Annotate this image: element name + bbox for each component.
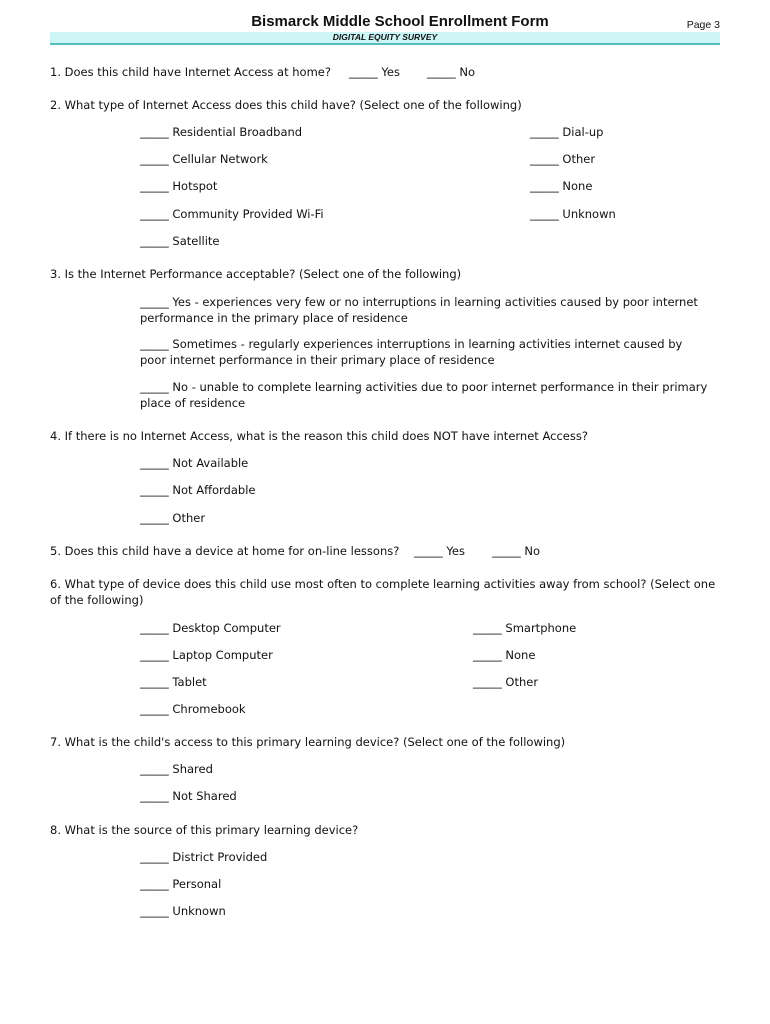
page-number: Page 3 <box>686 19 720 31</box>
form-title: Bismarck Middle School Enrollment Form <box>251 13 549 30</box>
q1-no-option[interactable]: _____ No <box>427 65 476 79</box>
q3-option-sometimes[interactable]: _____ Sometimes - regularly experiences interruptions in learning activities internet caused by poor internet performance in their primary place of residence <box>140 337 683 367</box>
q6-option-smartphone[interactable]: _____ Smartphone <box>473 621 577 635</box>
q2-option-residential-broadband[interactable]: _____ Residential Broadband <box>140 125 303 139</box>
q1-yes-option[interactable]: _____ Yes <box>349 65 400 79</box>
q6-option-tablet[interactable]: _____ Tablet <box>140 675 207 689</box>
section-subtitle: DIGITAL EQUITY SURVEY <box>332 32 438 42</box>
q7-option-not-shared[interactable]: _____ Not Shared <box>140 789 237 803</box>
q6-option-desktop[interactable]: _____ Desktop Computer <box>140 621 281 635</box>
q4-option-not-available[interactable]: _____ Not Available <box>140 456 249 470</box>
q8-option-district-provided[interactable]: _____ District Provided <box>140 850 268 864</box>
q6-option-none[interactable]: _____ None <box>473 648 536 662</box>
q5-no-option[interactable]: _____ No <box>492 544 541 558</box>
q2-option-satellite[interactable]: _____ Satellite <box>140 234 220 248</box>
q2-option-cellular-network[interactable]: _____ Cellular Network <box>140 152 268 166</box>
q6-option-chromebook[interactable]: _____ Chromebook <box>140 702 246 716</box>
q2-option-dial-up[interactable]: _____ Dial-up <box>530 125 604 139</box>
q2-option-unknown[interactable]: _____ Unknown <box>530 207 616 221</box>
q7-option-shared[interactable]: _____ Shared <box>140 762 213 776</box>
q4-option-not-affordable[interactable]: _____ Not Affordable <box>140 483 256 497</box>
q8-option-personal[interactable]: _____ Personal <box>140 877 222 891</box>
q4-option-other[interactable]: _____ Other <box>140 511 206 525</box>
question-8: 8. What is the source of this primary learning device? <box>50 823 359 837</box>
question-1: 1. Does this child have Internet Access at home? <box>50 65 331 79</box>
q6-option-other[interactable]: _____ Other <box>473 675 539 689</box>
question-3: 3. Is the Internet Performance acceptable? (Select one of the following) <box>50 267 462 281</box>
question-5: 5. Does this child have a device at home for on-line lessons? <box>50 544 400 558</box>
q6-option-laptop[interactable]: _____ Laptop Computer <box>140 648 273 662</box>
q5-yes-option[interactable]: _____ Yes <box>414 544 465 558</box>
question-2: 2. What type of Internet Access does this child have? (Select one of the following) <box>50 98 522 112</box>
q2-option-other[interactable]: _____ Other <box>530 152 596 166</box>
q8-option-unknown[interactable]: _____ Unknown <box>140 904 226 918</box>
q2-option-community-wifi[interactable]: _____ Community Provided Wi-Fi <box>140 207 324 221</box>
q2-option-none[interactable]: _____ None <box>530 179 593 193</box>
question-6: 6. What type of device does this child use most often to complete learning activities away from school? (Select one of the following) <box>50 577 716 607</box>
question-7: 7. What is the child's access to this primary learning device? (Select one of the following) <box>50 735 566 749</box>
question-4: 4. If there is no Internet Access, what is the reason this child does NOT have internet Access? <box>50 429 588 443</box>
q2-option-hotspot[interactable]: _____ Hotspot <box>140 179 218 193</box>
q3-option-yes[interactable]: _____ Yes - experiences very few or no interruptions in learning activities caused by poor internet performance in the primary place of residence <box>140 295 698 325</box>
q3-option-no[interactable]: _____ No - unable to complete learning activities due to poor internet performance in their primary place of residence <box>140 380 708 410</box>
